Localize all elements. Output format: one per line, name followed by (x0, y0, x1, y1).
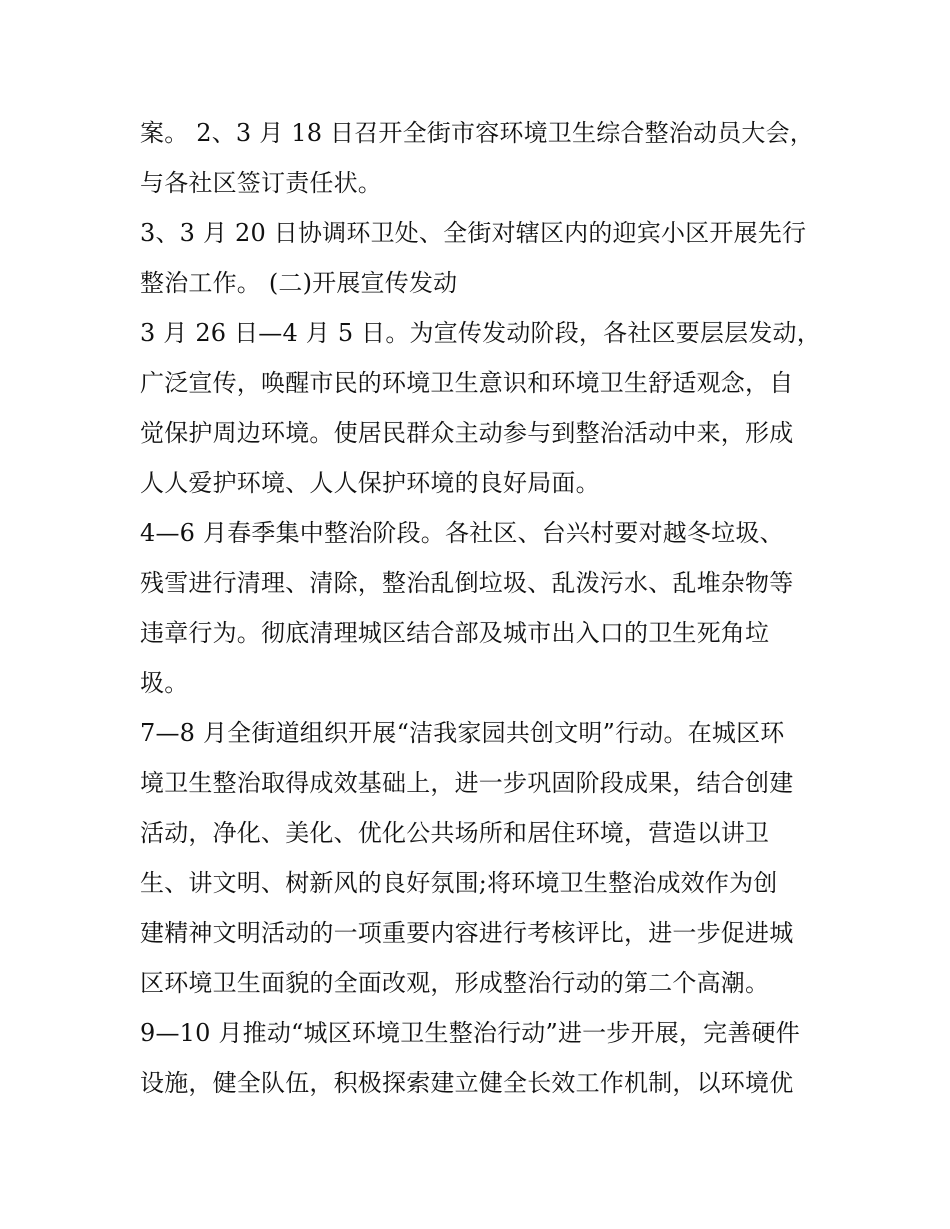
text-line: 设施，健全队伍，积极探索建立健全长效工作机制，以环境优 (140, 1069, 794, 1097)
text-line: 7—8 月全街道组织开展“洁我家园共创文明”行动。在城区环 (140, 719, 785, 747)
text-line: 境卫生整治取得成效基础上，进一步巩固阶段成果，结合创建 (140, 769, 794, 797)
text-line: 残雪进行清理、清除，整治乱倒垃圾、乱泼污水、乱堆杂物等 (140, 569, 794, 597)
text-line: 案。 2、3 月 18 日召开全街市容环境卫生综合整治动员大会， (140, 119, 814, 147)
text-line: 整治工作。 (二)开展宣传发动 (140, 269, 458, 297)
text-line: 人人爱护环境、人人保护环境的良好局面。 (140, 469, 600, 497)
text-line: 生、讲文明、树新风的良好氛围;将环境卫生整治成效作为创 (140, 869, 778, 897)
text-line: 建精神文明活动的一项重要内容进行考核评比，进一步促进城 (140, 919, 794, 947)
text-line: 违章行为。彻底清理城区结合部及城市出入口的卫生死角垃 (140, 619, 770, 647)
text-line: 广泛宣传，唤醒市民的环境卫生意识和环境卫生舒适观念，自 (140, 369, 794, 397)
text-line: 圾。 (140, 669, 189, 697)
text-line: 9—10 月推动“城区环境卫生整治行动”进一步开展，完善硬件 (140, 1019, 800, 1047)
text-line: 觉保护周边环境。使居民群众主动参与到整治活动中来，形成 (140, 419, 794, 447)
document-body (140, 108, 820, 1108)
text-line: 活动，净化、美化、优化公共场所和居住环境，营造以讲卫 (140, 819, 770, 847)
text-line: 3 月 26 日—4 月 5 日。为宣传发动阶段，各社区要层层发动， (140, 319, 821, 347)
text-line: 4—6 月春季集中整治阶段。各社区、台兴村要对越冬垃圾、 (140, 519, 784, 547)
text-line: 与各社区签订责任状。 (140, 169, 382, 197)
text-line: 区环境卫生面貌的全面改观，形成整治行动的第二个高潮。 (140, 969, 770, 997)
text-line: 3、3 月 20 日协调环卫处、全街对辖区内的迎宾小区开展先行 (140, 219, 807, 247)
